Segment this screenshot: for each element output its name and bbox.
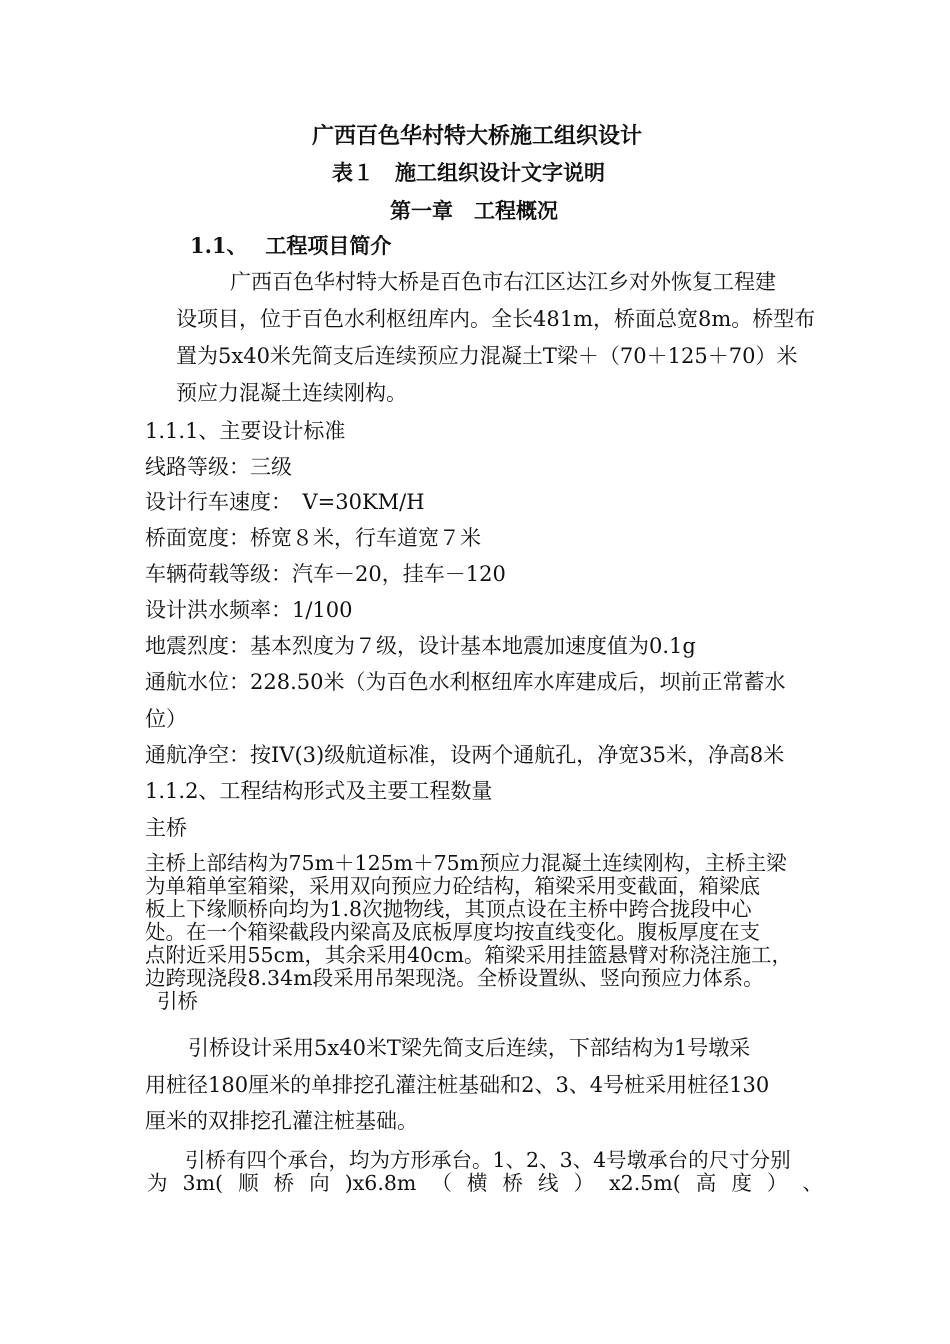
caps-token: 向 xyxy=(309,1171,330,1195)
intro-line: 预应力混凝土连续刚构。 xyxy=(176,381,407,405)
standard-item: 位） xyxy=(145,707,187,731)
standard-item: 通航净空：按IV(3)级航道标准，设两个通航孔，净宽35米，净高8米 xyxy=(145,743,785,767)
intro-line: 广西百色华村特大桥是百色市右江区达江乡对外恢复工程建 xyxy=(230,270,776,294)
main-bridge-line: 边跨现浇段8.34m段采用吊架现浇。全桥设置纵、竖向预应力体系。 xyxy=(145,966,764,990)
caps-dimension-line xyxy=(147,1172,823,1194)
main-bridge-line: 处。在一个箱梁截段内梁高及底板厚度均按直线变化。腹板厚度在支 xyxy=(145,920,760,944)
standard-item: 设计行车速度： V=30KM/H xyxy=(145,490,425,514)
caps-token: ） xyxy=(573,1171,595,1195)
caps-token: 桥 xyxy=(273,1171,295,1195)
caps-token: 为 xyxy=(147,1171,168,1195)
approach-line: 引桥设计采用5x40米T梁先简支后连续，下部结构为1号墩采 xyxy=(188,1036,751,1060)
main-bridge-line: 主桥上部结构为75m＋125m＋75m预应力混凝土连续刚构，主桥主梁 xyxy=(145,851,787,875)
main-bridge-line: 板上下缘顺桥向均为1.8次抛物线，其顶点设在主桥中跨合拢段中心 xyxy=(145,897,752,921)
section-heading-1-1-1: 1.1.1、主要设计标准 xyxy=(145,419,346,443)
caps-token: 3m( xyxy=(182,1171,224,1195)
caps-token: 线 xyxy=(538,1171,559,1195)
caps-token: 高 xyxy=(695,1171,717,1195)
approach-line: 厘米的双排挖孔灌注桩基础。 xyxy=(145,1109,418,1133)
caps-token: （ xyxy=(431,1171,452,1195)
caps-token: )x6.8m xyxy=(344,1171,417,1195)
caps-line: 引桥有四个承台，均为方形承台。1、2、3、4号墩承台的尺寸分别 xyxy=(185,1148,791,1172)
standard-item: 桥面宽度：桥宽８米，行车道宽７米 xyxy=(145,526,481,550)
approach-bridge-heading: 引桥 xyxy=(157,989,198,1013)
main-bridge-line: 为单箱单室箱梁，采用双向预应力砼结构，箱梁采用变截面，箱梁底 xyxy=(145,874,760,898)
caps-token: x2.5m( xyxy=(609,1171,681,1195)
caps-token: 顺 xyxy=(238,1171,259,1195)
caps-token: ） xyxy=(766,1171,788,1195)
caps-token: 、 xyxy=(802,1171,823,1195)
chapter-heading: 第一章 工程概况 xyxy=(390,198,558,223)
caps-token: 桥 xyxy=(502,1171,523,1195)
intro-line: 置为5x40米先简支后连续预应力混凝土T梁＋（70＋125＋70）米 xyxy=(176,344,798,368)
caps-token: 度 xyxy=(731,1171,752,1195)
standard-item: 线路等级：三级 xyxy=(145,455,292,479)
approach-line: 用桩径180厘米的单排挖孔灌注桩基础和2、3、4号桩采用桩径130 xyxy=(145,1073,770,1097)
standard-item: 设计洪水频率：1/100 xyxy=(145,598,353,622)
standard-item: 车辆荷载等级：汽车－20，挂车－120 xyxy=(145,562,506,586)
table-subtitle: 表１ 施工组织设计文字说明 xyxy=(332,160,605,185)
section-heading-1-1: 1.1、 工程项目简介 xyxy=(190,233,392,258)
caps-token: 横 xyxy=(466,1171,488,1195)
main-bridge-heading: 主桥 xyxy=(145,816,187,840)
document-title: 广西百色华村特大桥施工组织设计 xyxy=(312,123,643,149)
standard-item: 地震烈度：基本烈度为７级，设计基本地震加速度值为0.1g xyxy=(145,634,696,658)
main-bridge-line: 点附近采用55cm，其余采用40cm。箱梁采用挂篮悬臂对称浇注施工， xyxy=(145,943,793,967)
standard-item: 通航水位：228.50米（为百色水利枢纽库水库建成后，坝前正常蓄水 xyxy=(145,670,786,694)
intro-line: 设项目，位于百色水利枢纽库内。全长481m，桥面总宽8m。桥型布 xyxy=(176,307,816,331)
section-heading-1-1-2: 1.1.2、工程结构形式及主要工程数量 xyxy=(145,779,493,803)
